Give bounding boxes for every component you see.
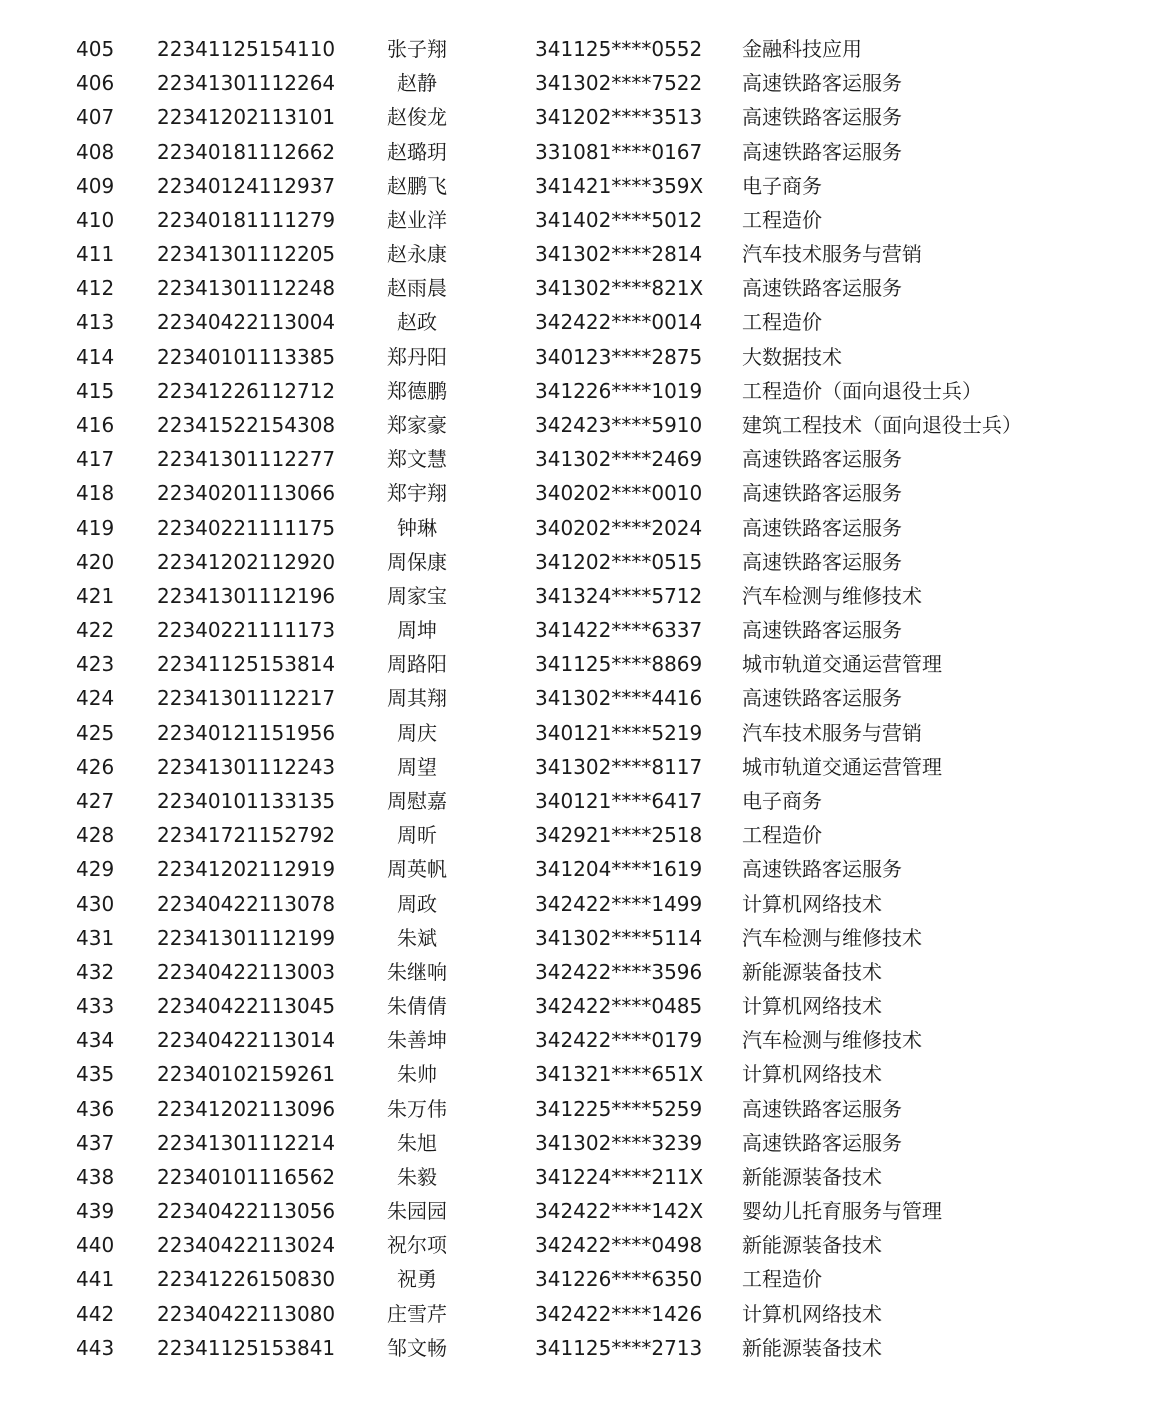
sequence-number: 415 <box>76 378 115 403</box>
table-row <box>0 1126 1169 1160</box>
id-number: 341402****5012 <box>535 207 703 232</box>
id-number: 341302****821X <box>535 276 704 301</box>
sequence-number: 431 <box>76 925 115 950</box>
sequence-number: 437 <box>76 1130 115 1155</box>
student-name: 张子翔 <box>387 37 447 61</box>
sequence-number: 443 <box>76 1335 115 1360</box>
major-name: 金融科技应用 <box>742 37 862 61</box>
exam-number: 22341125153814 <box>157 652 336 677</box>
student-name: 周望 <box>397 754 437 779</box>
exam-number: 22341125154110 <box>157 37 336 61</box>
sequence-number: 405 <box>76 37 115 61</box>
exam-number: 22340181112662 <box>157 139 336 164</box>
student-name: 赵静 <box>397 71 437 96</box>
major-name: 高速铁路客运服务 <box>742 71 902 96</box>
student-name: 周路阳 <box>387 652 447 677</box>
major-name: 计算机网络技术 <box>742 994 882 1019</box>
exam-number: 22340124112937 <box>157 173 336 198</box>
major-name: 高速铁路客运服务 <box>742 276 902 301</box>
id-number: 340123****2875 <box>535 344 703 369</box>
sequence-number: 433 <box>76 994 115 1019</box>
major-name: 新能源装备技术 <box>742 1335 882 1360</box>
major-name: 新能源装备技术 <box>742 1233 882 1258</box>
sequence-number: 423 <box>76 652 115 677</box>
id-number: 341226****6350 <box>535 1267 703 1292</box>
sequence-number: 421 <box>76 583 115 608</box>
major-name: 城市轨道交通运营管理 <box>742 652 942 677</box>
table-row <box>0 1331 1169 1365</box>
table-row <box>0 476 1169 510</box>
id-number: 341125****0552 <box>535 37 703 61</box>
id-number: 341202****0515 <box>535 549 703 574</box>
id-number: 342422****142X <box>535 1199 704 1224</box>
table-row <box>0 784 1169 818</box>
id-number: 341226****1019 <box>535 378 703 403</box>
sequence-number: 413 <box>76 310 115 335</box>
exam-number: 22340422113045 <box>157 994 336 1019</box>
sequence-number: 428 <box>76 823 115 848</box>
table-row <box>0 374 1169 408</box>
table-row <box>0 818 1169 852</box>
id-number: 341202****3513 <box>535 105 703 130</box>
student-name: 祝勇 <box>397 1267 437 1292</box>
exam-number: 22341301112277 <box>157 447 336 472</box>
table-row <box>0 1194 1169 1228</box>
sequence-number: 410 <box>76 207 115 232</box>
major-name: 高速铁路客运服务 <box>742 515 902 540</box>
student-name: 赵永康 <box>387 242 447 267</box>
table-row <box>0 203 1169 237</box>
sequence-number: 436 <box>76 1096 115 1121</box>
exam-number: 22340201113066 <box>157 481 336 506</box>
table-row <box>0 32 1169 66</box>
student-name: 郑文慧 <box>387 447 447 472</box>
student-name: 邹文畅 <box>387 1335 447 1360</box>
major-name: 高速铁路客运服务 <box>742 105 902 130</box>
id-number: 341302****5114 <box>535 925 703 950</box>
student-name: 钟琳 <box>397 515 437 540</box>
major-name: 高速铁路客运服务 <box>742 447 902 472</box>
id-number: 342422****0014 <box>535 310 703 335</box>
table-row <box>0 579 1169 613</box>
table-row <box>0 681 1169 715</box>
id-number: 342422****1499 <box>535 891 703 916</box>
table-row <box>0 1228 1169 1262</box>
student-name: 朱万伟 <box>387 1096 447 1121</box>
id-number: 341302****4416 <box>535 686 703 711</box>
id-number: 342422****0485 <box>535 994 703 1019</box>
id-number: 340202****2024 <box>535 515 703 540</box>
major-name: 计算机网络技术 <box>742 1301 882 1326</box>
sequence-number: 426 <box>76 754 115 779</box>
student-name: 周庆 <box>397 720 437 745</box>
table-row <box>0 66 1169 100</box>
major-name: 计算机网络技术 <box>742 1062 882 1087</box>
id-number: 342422****3596 <box>535 959 703 984</box>
table-row <box>0 442 1169 476</box>
table-row <box>0 271 1169 305</box>
id-number: 342423****5910 <box>535 412 703 437</box>
id-number: 341421****359X <box>535 173 704 198</box>
table-row <box>0 305 1169 339</box>
table-row <box>0 511 1169 545</box>
exam-number: 22340102159261 <box>157 1062 336 1087</box>
sequence-number: 407 <box>76 105 115 130</box>
major-name: 工程造价 <box>742 207 822 232</box>
id-number: 340121****5219 <box>535 720 703 745</box>
exam-number: 22340422113003 <box>157 959 336 984</box>
sequence-number: 418 <box>76 481 115 506</box>
table-row <box>0 545 1169 579</box>
major-name: 汽车检测与维修技术 <box>742 1028 922 1053</box>
major-name: 工程造价 <box>742 1267 822 1292</box>
table-row <box>0 135 1169 169</box>
id-number: 331081****0167 <box>535 139 703 164</box>
exam-number: 22340221111175 <box>157 515 336 540</box>
id-number: 341204****1619 <box>535 857 703 882</box>
major-name: 高速铁路客运服务 <box>742 1130 902 1155</box>
table-row <box>0 852 1169 886</box>
id-number: 340202****0010 <box>535 481 703 506</box>
id-number: 341225****5259 <box>535 1096 703 1121</box>
id-number: 342422****1426 <box>535 1301 703 1326</box>
table-row <box>0 169 1169 203</box>
major-name: 汽车检测与维修技术 <box>742 583 922 608</box>
sequence-number: 438 <box>76 1164 115 1189</box>
exam-number: 22340422113004 <box>157 310 336 335</box>
sequence-number: 419 <box>76 515 115 540</box>
exam-number: 22340422113014 <box>157 1028 336 1053</box>
major-name: 高速铁路客运服务 <box>742 618 902 643</box>
student-name: 朱斌 <box>397 925 437 950</box>
sequence-number: 439 <box>76 1199 115 1224</box>
table-row <box>0 408 1169 442</box>
id-number: 341324****5712 <box>535 583 703 608</box>
id-number: 342422****0179 <box>535 1028 703 1053</box>
student-name: 周坤 <box>397 618 437 643</box>
sequence-number: 434 <box>76 1028 115 1053</box>
table-row <box>0 1297 1169 1331</box>
student-name: 朱倩倩 <box>387 994 447 1019</box>
student-name: 周家宝 <box>387 583 447 608</box>
id-number: 341224****211X <box>535 1164 704 1189</box>
student-name: 赵雨晨 <box>387 276 447 301</box>
student-name: 朱旭 <box>397 1130 437 1155</box>
student-name: 朱帅 <box>397 1062 437 1087</box>
exam-number: 22341202112919 <box>157 857 336 882</box>
id-number: 342921****2518 <box>535 823 703 848</box>
sequence-number: 408 <box>76 139 115 164</box>
table-row <box>0 887 1169 921</box>
exam-number: 22340221111173 <box>157 618 336 643</box>
student-name: 周英帆 <box>387 857 447 882</box>
id-number: 341302****2814 <box>535 242 703 267</box>
student-name: 周保康 <box>387 549 447 574</box>
exam-number: 22341301112205 <box>157 242 336 267</box>
student-name: 庄雪芹 <box>387 1301 447 1326</box>
id-number: 341302****3239 <box>535 1130 703 1155</box>
major-name: 计算机网络技术 <box>742 891 882 916</box>
exam-number: 22341202112920 <box>157 549 336 574</box>
student-name: 朱善坤 <box>387 1028 447 1053</box>
student-name: 郑德鹏 <box>387 378 447 403</box>
exam-number: 22341721152792 <box>157 823 336 848</box>
exam-number: 22341301112199 <box>157 925 336 950</box>
exam-number: 22340422113078 <box>157 891 336 916</box>
exam-number: 22340422113080 <box>157 1301 336 1326</box>
student-name: 郑丹阳 <box>387 344 447 369</box>
table-row <box>0 613 1169 647</box>
sequence-number: 420 <box>76 549 115 574</box>
id-number: 342422****0498 <box>535 1233 703 1258</box>
major-name: 工程造价（面向退役士兵） <box>742 378 982 403</box>
student-name: 赵俊龙 <box>387 105 447 130</box>
major-name: 工程造价 <box>742 310 822 335</box>
major-name: 新能源装备技术 <box>742 959 882 984</box>
major-name: 高速铁路客运服务 <box>742 857 902 882</box>
major-name: 汽车技术服务与营销 <box>742 242 922 267</box>
sequence-number: 429 <box>76 857 115 882</box>
table-row <box>0 955 1169 989</box>
exam-number: 22341226112712 <box>157 378 336 403</box>
student-name: 周其翔 <box>387 686 447 711</box>
table-row <box>0 921 1169 955</box>
table-row <box>0 989 1169 1023</box>
exam-number: 22340101113385 <box>157 344 336 369</box>
major-name: 电子商务 <box>742 173 822 198</box>
sequence-number: 417 <box>76 447 115 472</box>
student-name: 周慰嘉 <box>387 788 447 813</box>
table-row <box>0 237 1169 271</box>
sequence-number: 409 <box>76 173 115 198</box>
table-row <box>0 750 1169 784</box>
student-name: 祝尔项 <box>387 1233 447 1258</box>
exam-number: 22341202113096 <box>157 1096 336 1121</box>
student-name: 郑家豪 <box>387 412 447 437</box>
sequence-number: 432 <box>76 959 115 984</box>
sequence-number: 441 <box>76 1267 115 1292</box>
sequence-number: 425 <box>76 720 115 745</box>
exam-number: 22340101116562 <box>157 1164 336 1189</box>
table-row <box>0 1092 1169 1126</box>
id-number: 341302****2469 <box>535 447 703 472</box>
table-row <box>0 1057 1169 1091</box>
exam-number: 22340422113056 <box>157 1199 336 1224</box>
major-name: 汽车技术服务与营销 <box>742 720 922 745</box>
student-name: 赵政 <box>397 310 437 335</box>
major-name: 高速铁路客运服务 <box>742 139 902 164</box>
sequence-number: 430 <box>76 891 115 916</box>
table-row <box>0 100 1169 134</box>
table-row <box>0 340 1169 374</box>
exam-number: 22340181111279 <box>157 207 336 232</box>
exam-number: 22341522154308 <box>157 412 336 437</box>
exam-number: 22341301112217 <box>157 686 336 711</box>
sequence-number: 442 <box>76 1301 115 1326</box>
table-row <box>0 716 1169 750</box>
table-row <box>0 1262 1169 1296</box>
id-number: 341302****7522 <box>535 71 703 96</box>
major-name: 大数据技术 <box>742 344 842 369</box>
table-row <box>0 647 1169 681</box>
student-name: 朱毅 <box>397 1164 437 1189</box>
sequence-number: 424 <box>76 686 115 711</box>
student-name: 周政 <box>397 891 437 916</box>
student-name: 朱继响 <box>387 959 447 984</box>
sequence-number: 411 <box>76 242 115 267</box>
id-number: 340121****6417 <box>535 788 703 813</box>
major-name: 高速铁路客运服务 <box>742 686 902 711</box>
sequence-number: 406 <box>76 71 115 96</box>
exam-number: 22340101133135 <box>157 788 336 813</box>
exam-number: 22341125153841 <box>157 1335 336 1360</box>
id-number: 341302****8117 <box>535 754 703 779</box>
major-name: 婴幼儿托育服务与管理 <box>742 1199 942 1224</box>
sequence-number: 440 <box>76 1233 115 1258</box>
id-number: 341422****6337 <box>535 618 703 643</box>
table-row <box>0 1160 1169 1194</box>
exam-number: 22341301112248 <box>157 276 336 301</box>
major-name: 高速铁路客运服务 <box>742 481 902 506</box>
student-name: 赵业洋 <box>387 207 447 232</box>
major-name: 高速铁路客运服务 <box>742 1096 902 1121</box>
exam-number: 22340121151956 <box>157 720 336 745</box>
major-name: 新能源装备技术 <box>742 1164 882 1189</box>
exam-number: 22341202113101 <box>157 105 336 130</box>
exam-number: 22341301112214 <box>157 1130 336 1155</box>
id-number: 341125****8869 <box>535 652 703 677</box>
student-name: 周昕 <box>397 823 437 848</box>
major-name: 建筑工程技术（面向退役士兵） <box>742 412 1022 437</box>
id-number: 341321****651X <box>535 1062 704 1087</box>
major-name: 城市轨道交通运营管理 <box>742 754 942 779</box>
table-row <box>0 1023 1169 1057</box>
student-name: 朱园园 <box>387 1199 447 1224</box>
student-name: 郑宇翔 <box>387 481 447 506</box>
sequence-number: 435 <box>76 1062 115 1087</box>
id-number: 341125****2713 <box>535 1335 703 1360</box>
exam-number: 22340422113024 <box>157 1233 336 1258</box>
sequence-number: 427 <box>76 788 115 813</box>
student-name: 赵璐玥 <box>387 139 447 164</box>
sequence-number: 416 <box>76 412 115 437</box>
exam-number: 22341226150830 <box>157 1267 336 1292</box>
exam-number: 22341301112264 <box>157 71 336 96</box>
sequence-number: 422 <box>76 618 115 643</box>
exam-number: 22341301112196 <box>157 583 336 608</box>
major-name: 工程造价 <box>742 823 822 848</box>
sequence-number: 414 <box>76 344 115 369</box>
major-name: 高速铁路客运服务 <box>742 549 902 574</box>
student-name: 赵鹏飞 <box>387 173 447 198</box>
sequence-number: 412 <box>76 276 115 301</box>
major-name: 电子商务 <box>742 788 822 813</box>
exam-number: 22341301112243 <box>157 754 336 779</box>
major-name: 汽车检测与维修技术 <box>742 925 922 950</box>
